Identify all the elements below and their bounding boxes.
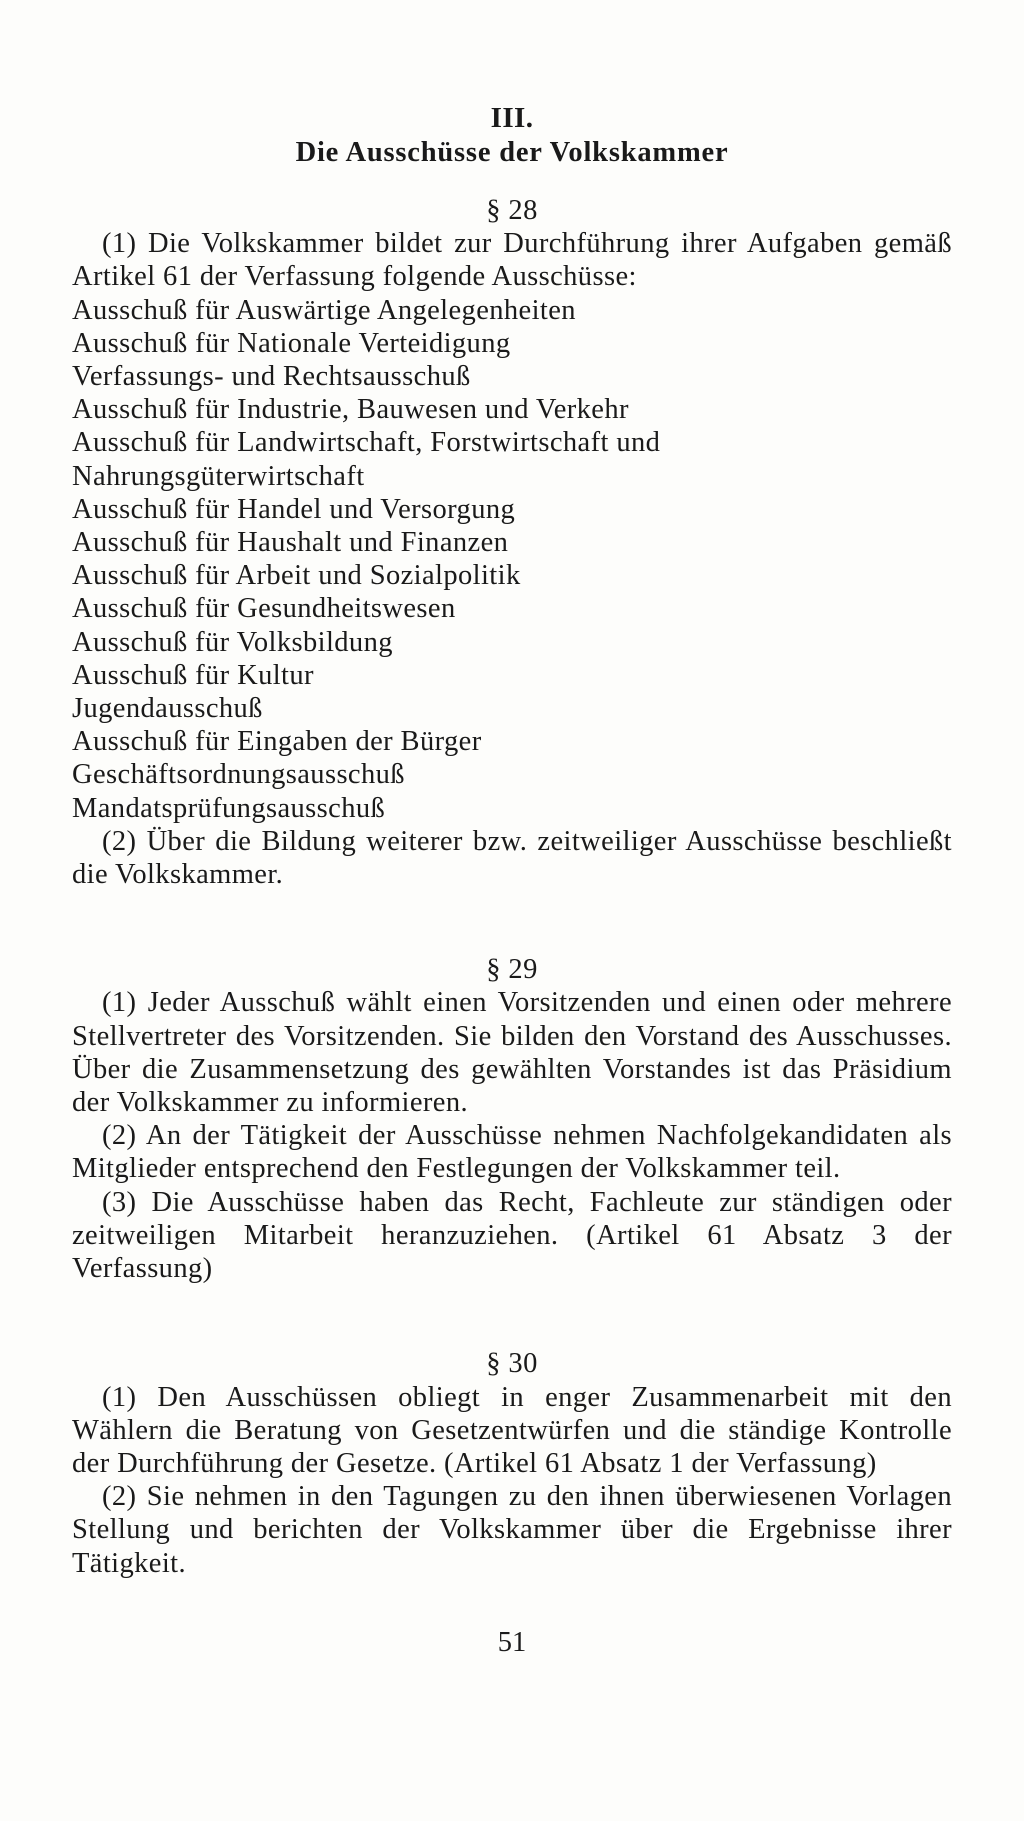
committee-item: Ausschuß für Industrie, Bauwesen und Verkehr [72,394,629,426]
section-28-paragraph-2: (2) Über die Bildung weiterer bzw. zeitweiliger Ausschüsse beschließt die Volkskammer. [72,825,952,891]
committee-item: Ausschuß für Gesundheitswesen [72,593,456,625]
committee-item: Geschäftsordnungsausschuß [72,759,405,791]
committee-item: Mandatsprüfungsausschuß [72,792,386,824]
section-28-paragraph-1: (1) Die Volkskammer bildet zur Durchführung ihrer Aufgaben gemäß Artikel 61 der Verfassung folgende Ausschüsse: [72,228,952,293]
committee-item: Ausschuß für Auswärtige Angelegenheiten [72,294,576,326]
chapter-number: III. [490,102,534,134]
committee-item: Ausschuß für Eingaben der Bürger [72,726,482,758]
committee-item: Ausschuß für Handel und Versorgung [72,493,516,525]
section-30-heading: § 30 [486,1348,538,1380]
committee-item: Jugendausschuß [72,693,263,725]
committee-item: Ausschuß für Haushalt und Finanzen [72,527,509,559]
section-30-paragraph-1: (1) Den Ausschüssen obliegt in enger Zusammenarbeit mit den Wählern die Beratung von Gesetzentwürfen und die ständige Kontrolle der Durchführung der Gesetze. (Artikel 61 Absatz 1 der Verfassung) [72,1381,952,1479]
chapter-title: Die Ausschüsse der Volkskammer [295,137,729,168]
section-28-heading: § 28 [486,195,538,226]
section-29-paragraph-3: (3) Die Ausschüsse haben das Recht, Fachleute zur ständigen oder zeitweiligen Mitarbeit heranzuziehen. (Artikel 61 Absatz 3 der Verfassung) [72,1186,952,1285]
section-29-heading: § 29 [486,954,538,986]
committee-item: Ausschuß für Arbeit und Sozialpolitik [72,560,521,592]
committee-item: Ausschuß für Nationale Verteidigung [72,327,511,359]
committee-item: Verfassungs- und Rechtsausschuß [72,361,471,393]
committee-item: Ausschuß für Volksbildung [72,626,393,658]
document-page [72,100,952,1580]
section-29-paragraph-1: (1) Jeder Ausschuß wählt einen Vorsitzenden und einen oder mehrere Stellvertreter des Vorsitzenden. Sie bilden den Vorstand des Ausschusses. Über die Zusammensetzung des gewählten Vorstandes ist das Präsidium der Volkskammer zu informieren. [72,987,952,1119]
committee-list [72,294,952,825]
section-30-paragraph-2: (2) Sie nehmen in den Tagungen zu den ihnen überwiesenen Vorlagen Stellung und berichten der Volkskammer über die Ergebnisse ihrer Tätigkeit. [72,1481,952,1579]
committee-item: Ausschuß für Kultur [72,659,314,691]
section-29-paragraph-2: (2) An der Tätigkeit der Ausschüsse nehmen Nachfolgekandidaten als Mitglieder entsprechend den Festlegungen der Volkskammer teil. [72,1120,952,1185]
page-number: 51 [497,1627,527,1658]
committee-item: Ausschuß für Landwirtschaft, Forstwirtschaft und Nahrungsgüterwirtschaft [72,427,661,492]
